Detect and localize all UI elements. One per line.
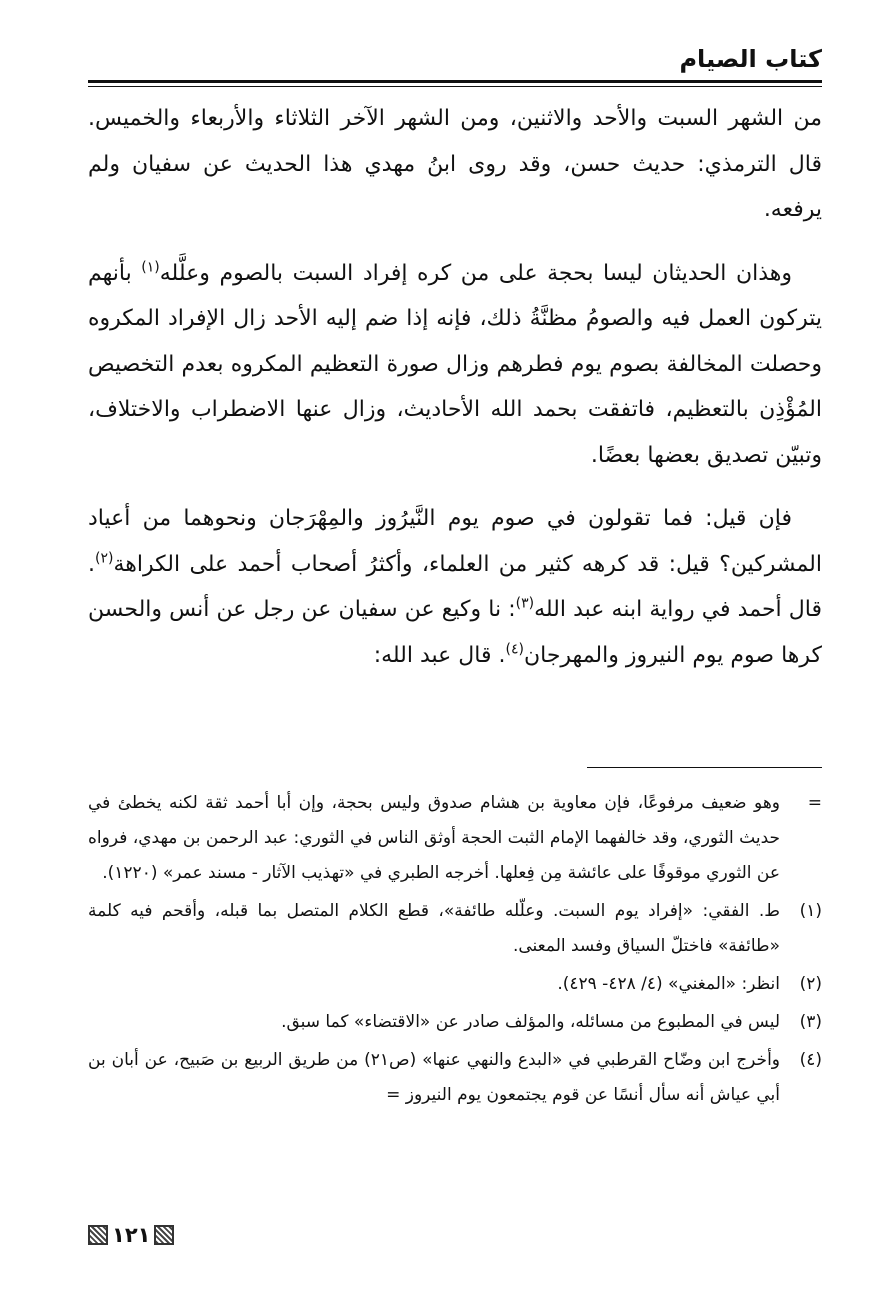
footnote-ref-2[interactable]: (٢) [95,550,114,567]
footnote-text [88,786,780,891]
p3-word: الكراهة [113,551,181,577]
p1-line-1: من الشهر السبت والأحد والاثنين، ومن الشهر الآخر الثلاثاء والأربعاء [190,106,822,131]
footnote-mark: (٢) [799,974,822,994]
p3-line-2: أعياد المشركين؟ قيل: قد كرهه كثير من العلماء، وأكثرُ أصحاب أحمد على [88,506,822,577]
p2-line-1: وهذان الحديثان ليسا بحجة على من كره إفراد السبت بالصوم [219,260,793,286]
fn0-line-3: الثوري: عبد الرحمن بن مهدي، فرواه عن الثوري موقوفًا على عائشة مِن فِعلها. [88,828,780,883]
fn4-line-2: صَبيح، عن أبان بن أبي عياش أنه سأل أنسًا عن قوم يجتمعون يوم النيروز = [88,1050,780,1105]
p3-line-1: فإن قيل: فما تقولون في صوم يوم النَّيرُوز والمِهْرَجان ونحوهما من [142,506,792,531]
footnote-text [88,1043,780,1113]
fn0-line-2: لكنه يخطئ في حديث الثوري، وقد خالفهما الإمام الثبت الحجة أوثق الناس في [88,793,781,848]
paragraph-1 [88,96,822,233]
footnote-ref-1[interactable]: (١) [141,259,160,276]
p2-line-2: بأنهم يتركون العمل فيه والصومُ مظنَّةُ ذلك، فإنه إذا ضم إليه الأحد [88,260,822,331]
fn1-line-1: ط. الفقي: «إفراد يوم السبت. وعلّله طائفة»، قطع الكلام المتصل بما قبله، وأقحم [161,901,780,921]
footnotes [88,786,822,1113]
footnote-ref-3[interactable]: (٣) [515,595,535,612]
footnote-1 [88,894,822,964]
p1-line-3: عن سفيان ولم يرفعه. [88,151,822,222]
p2-line-4: التعظيم المكروه بعدم التخصيص المُؤْذِن بالتعظيم، فاتفقت بحمد الله [88,351,822,422]
p2-line-5: الأحاديث، وزال عنها الاضطراب والاختلاف، وتبيّن تصديق بعضها بعضًا. [88,397,822,468]
footnote-mark: (١) [799,901,822,921]
footnote-ref-4[interactable]: (٤) [505,641,524,658]
fn0-line-4: أخرجه الطبري في «تهذيب الآثار - مسند عمر» (١٢٢٠). [102,863,489,883]
ornament-icon [154,1225,174,1245]
p2-word: وعلَّله [159,260,210,286]
p3-end: . قال عبد الله: [373,642,506,668]
footnote-text: ليس في المطبوع من مسائله، والمؤلف صادر عن «الاقتضاء» كما سبق. [281,1012,780,1032]
footnote-4 [88,1043,822,1113]
footnote-text [88,894,780,964]
p3-line-4: رجل عن أنس والحسن كرها صوم يوم النيروز والمهرجان [88,597,822,668]
page-number-text: ١٢١ [112,1223,151,1247]
fn0-line-1: وهو ضعيف مرفوعًا، فإن معاوية بن هشام صدوق وليس بحجة، وإن أبا أحمد ثقة [205,793,780,813]
p3-segment-a: . قال أحمد في رواية ابنه عبد الله [88,551,822,622]
header-rule-thin [88,86,822,87]
running-header-title: كتاب الصيام [679,45,822,73]
header-rule-thick [88,80,822,83]
page-number [88,1223,174,1247]
footnote-text: انظر: «المغني» (٤/ ٤٢٨- ٤٢٩). [557,974,780,994]
footnote-mark: (٣) [799,1012,822,1032]
p3-segment-b: : نا وكيع عن سفيان عن [301,597,516,622]
footnote-separator [587,767,822,768]
p1-line-2: والخميس. قال الترمذي: حديث حسن، وقد روى ابنُ مهدي هذا الحديث [88,106,822,177]
paragraph-2 [88,251,822,479]
fn1-line-2: فيه كلمة «طائفة» فاختلّ السياق وفسد المعنى. [88,901,780,956]
footnote-2 [88,967,822,1002]
footnote-3 [88,1005,822,1040]
footnote-mark: = [807,793,822,813]
fn4-line-1: وأخرج ابن وضّاح القرطبي في «البدع والنهي عنها» (ص٢١) من طريق الربيع بن [220,1050,780,1070]
main-text [88,96,822,678]
paragraph-3 [88,496,822,678]
ornament-icon [88,1225,108,1245]
footnote-continued [88,786,822,891]
p2-line-3: زال الإفراد المكروه وحصلت المخالفة بصوم يوم فطرهم وزال صورة [88,306,823,377]
book-page [88,30,822,1290]
footnote-mark: (٤) [799,1050,822,1070]
